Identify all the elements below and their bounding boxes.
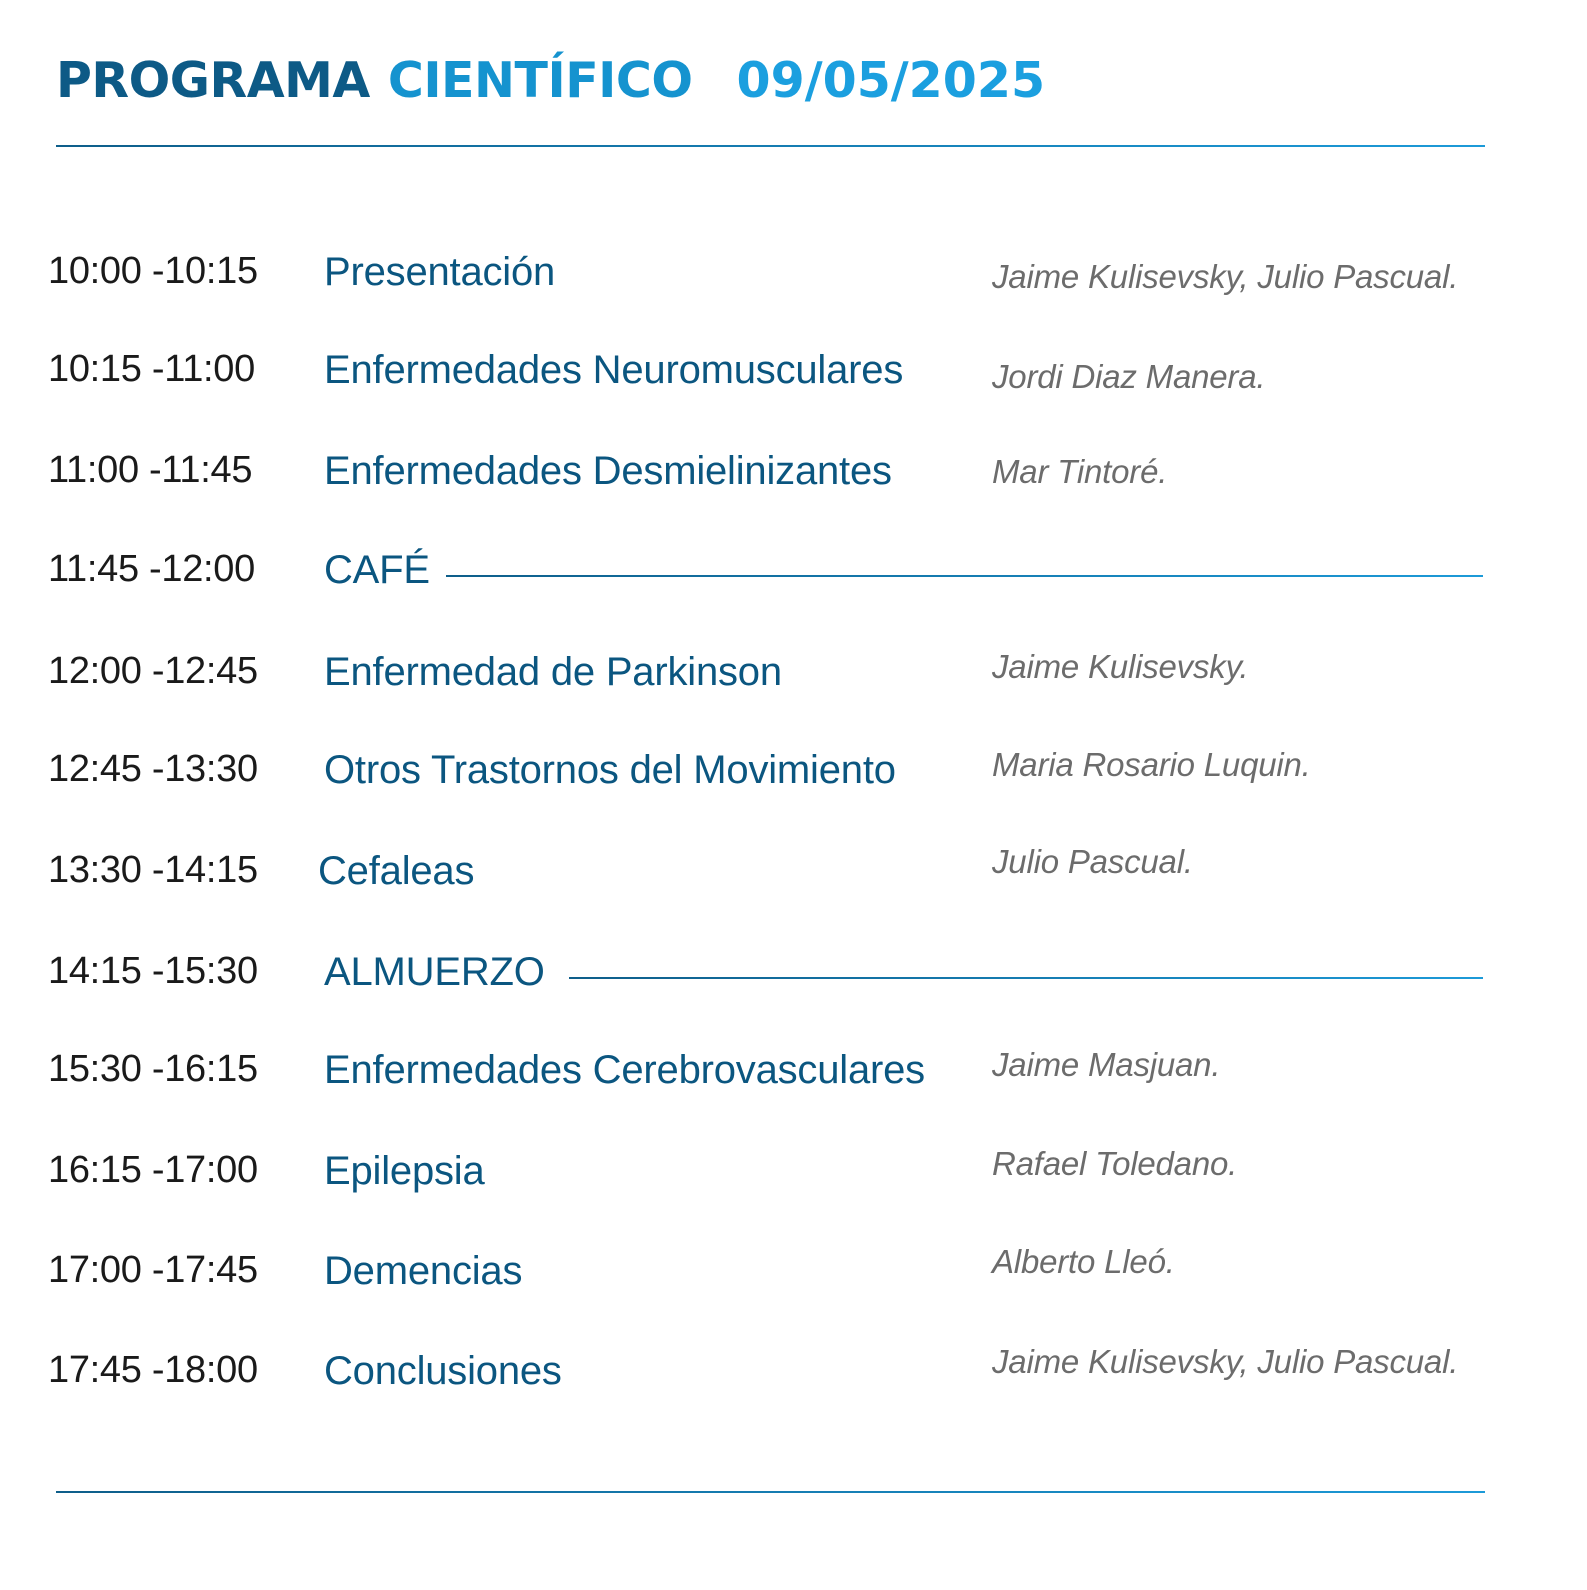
session-time: 16:15 -17:00 bbox=[48, 1149, 258, 1191]
session-speaker: Jordi Diaz Manera. bbox=[992, 358, 1266, 395]
schedule-row bbox=[0, 1048, 1587, 1108]
event-date: 09/05/2025 bbox=[736, 52, 1046, 109]
session-topic: Otros Trastornos del Movimiento bbox=[324, 748, 896, 792]
session-speaker: Alberto Lleó. bbox=[992, 1243, 1175, 1280]
session-topic: Conclusiones bbox=[324, 1349, 562, 1393]
schedule-row bbox=[0, 1145, 1587, 1209]
session-time: 11:00 -11:45 bbox=[48, 449, 253, 491]
schedule-row bbox=[0, 1243, 1587, 1309]
footer-divider bbox=[56, 1491, 1485, 1493]
schedule-row bbox=[0, 449, 1587, 509]
session-time: 14:15 -15:30 bbox=[48, 950, 258, 992]
session-topic: Enfermedades Desmielinizantes bbox=[324, 449, 892, 493]
title-programa: PROGRAMA bbox=[56, 52, 370, 109]
schedule-row-break bbox=[0, 950, 1587, 1010]
session-topic: Cefaleas bbox=[318, 849, 475, 893]
session-time: 11:45 -12:00 bbox=[48, 548, 255, 590]
schedule-row bbox=[0, 1343, 1587, 1409]
schedule-row bbox=[0, 348, 1587, 408]
session-topic: Enfermedades Neuromusculares bbox=[324, 348, 904, 392]
header-divider bbox=[56, 145, 1485, 147]
session-time: 12:00 -12:45 bbox=[48, 650, 258, 692]
session-speaker: Maria Rosario Luquin. bbox=[992, 746, 1311, 783]
session-speaker: Jaime Kulisevsky, Julio Pascual. bbox=[992, 1343, 1459, 1380]
break-label: ALMUERZO bbox=[324, 950, 545, 994]
session-speaker: Jaime Kulisevsky. bbox=[992, 648, 1249, 685]
session-topic: Enfermedad de Parkinson bbox=[324, 650, 782, 694]
session-topic: Demencias bbox=[324, 1249, 523, 1293]
schedule-row bbox=[0, 650, 1587, 710]
session-speaker: Julio Pascual. bbox=[992, 843, 1193, 880]
session-time: 10:00 -10:15 bbox=[48, 250, 258, 292]
page-header bbox=[56, 52, 1045, 114]
session-topic: Epilepsia bbox=[324, 1149, 485, 1193]
session-time: 15:30 -16:15 bbox=[48, 1048, 258, 1090]
schedule-row bbox=[0, 748, 1587, 808]
session-time: 17:45 -18:00 bbox=[48, 1349, 258, 1391]
session-time: 13:30 -14:15 bbox=[48, 849, 258, 891]
break-divider bbox=[569, 977, 1483, 979]
session-topic: Enfermedades Cerebrovasculares bbox=[324, 1048, 925, 1092]
schedule-row bbox=[0, 250, 1587, 310]
session-time: 12:45 -13:30 bbox=[48, 748, 258, 790]
break-label: CAFÉ bbox=[324, 548, 430, 592]
break-divider bbox=[446, 575, 1483, 577]
schedule-row-break bbox=[0, 548, 1587, 608]
session-topic: Presentación bbox=[324, 250, 556, 294]
schedule-row bbox=[0, 843, 1587, 909]
session-time: 10:15 -11:00 bbox=[48, 348, 255, 390]
session-time: 17:00 -17:45 bbox=[48, 1249, 258, 1291]
session-speaker: Mar Tintoré. bbox=[992, 453, 1168, 490]
session-speaker: Rafael Toledano. bbox=[992, 1145, 1238, 1182]
title-cientifico: CIENTÍFICO bbox=[387, 52, 693, 109]
session-speaker: Jaime Masjuan. bbox=[992, 1046, 1221, 1083]
session-speaker: Jaime Kulisevsky, Julio Pascual. bbox=[992, 258, 1459, 295]
